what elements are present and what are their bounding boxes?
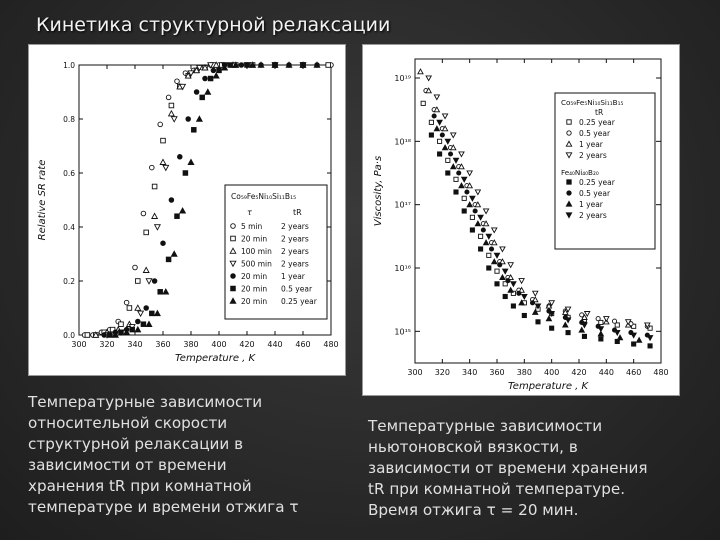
data-point: [565, 318, 570, 323]
x-axis-label: Temperature , K: [174, 353, 256, 364]
x-axis-label: Temperature , K: [507, 381, 589, 392]
chart-panel-relative-sr-rate: [28, 44, 346, 376]
data-point: [175, 214, 180, 219]
y-tick-label: 10¹⁶: [394, 264, 411, 273]
data-point: [150, 165, 155, 170]
data-point: [245, 63, 250, 68]
legend-tau: 20 min: [241, 284, 268, 294]
data-point: [102, 333, 107, 338]
data-point: [213, 73, 219, 78]
left-caption: [28, 392, 348, 518]
legend-header: tR: [595, 108, 604, 117]
data-point: [465, 190, 469, 194]
data-point: [631, 333, 636, 338]
data-point: [492, 259, 497, 264]
left-caption-line: структурной релаксации в: [28, 435, 244, 453]
data-point: [135, 305, 141, 310]
data-point: [453, 158, 458, 163]
x-tick-label: 360: [155, 340, 171, 349]
data-point: [231, 274, 236, 279]
data-point: [180, 208, 186, 213]
data-point: [136, 319, 141, 324]
data-point: [192, 128, 197, 133]
data-point: [127, 306, 132, 311]
data-point: [487, 266, 491, 270]
data-point: [150, 311, 155, 316]
x-tick-label: 380: [516, 368, 532, 377]
y-tick-label: 0.0: [63, 331, 75, 340]
data-point: [259, 63, 264, 68]
data-point: [287, 63, 292, 68]
data-point: [495, 269, 499, 273]
data-point: [596, 317, 600, 321]
data-point: [498, 263, 502, 267]
data-point: [144, 306, 149, 311]
data-point: [459, 183, 464, 188]
data-point: [166, 95, 171, 100]
data-point: [446, 158, 450, 162]
data-point: [508, 288, 513, 293]
legend-tau: 20 min: [241, 272, 268, 281]
data-point: [470, 196, 475, 201]
data-point: [470, 215, 474, 219]
data-point: [599, 337, 603, 341]
data-point: [152, 184, 157, 189]
x-tick-label: 480: [323, 340, 339, 349]
data-point: [426, 76, 431, 81]
data-point: [647, 336, 652, 341]
right-caption: [368, 416, 708, 521]
data-point: [467, 202, 472, 207]
data-point: [205, 89, 211, 94]
data-point: [454, 177, 458, 181]
legend-label: 1 year: [579, 140, 603, 149]
legend-tr: 2 years: [281, 222, 309, 231]
data-point: [508, 263, 513, 268]
data-point: [567, 131, 571, 135]
legend-tau: 20 min: [241, 234, 268, 244]
data-point: [451, 164, 456, 169]
data-point: [152, 213, 158, 218]
data-point: [462, 177, 467, 182]
data-point: [617, 335, 622, 340]
data-point: [519, 279, 524, 284]
x-tick-label: 440: [598, 368, 614, 377]
data-point: [169, 198, 174, 203]
data-point: [533, 291, 538, 296]
data-point: [217, 68, 222, 73]
data-point: [442, 114, 447, 119]
legend-label: 2 years: [579, 151, 607, 160]
x-tick-label: 400: [211, 340, 227, 349]
data-point: [446, 171, 450, 175]
data-point: [194, 90, 199, 95]
y-tick-label: 0.6: [63, 169, 75, 178]
data-point: [503, 294, 507, 298]
data-point: [483, 240, 488, 245]
data-point: [429, 120, 433, 124]
data-point: [604, 317, 609, 322]
data-point: [143, 267, 149, 272]
legend-tr: 0.5 year: [281, 284, 313, 294]
legend-label: 0.25 year: [579, 118, 615, 127]
data-point: [158, 122, 163, 127]
slide-title: Кинетика структурной релаксации: [36, 14, 391, 36]
data-point: [326, 63, 331, 68]
y-tick-label: 0.4: [63, 223, 75, 232]
data-point: [160, 159, 166, 164]
data-point: [475, 221, 480, 226]
data-point: [438, 152, 442, 156]
data-point: [475, 190, 480, 195]
x-tick-label: 300: [71, 340, 87, 349]
data-point: [451, 133, 456, 138]
data-point: [440, 133, 444, 137]
legend-tau: 100 min: [241, 247, 272, 256]
chart-relative-sr-rate: [29, 45, 345, 375]
legend-tr: 1 year: [281, 272, 305, 281]
y-axis-label: Viscosity, Pa·s: [373, 155, 384, 227]
legend-tr: 2 years: [281, 247, 309, 256]
data-point: [615, 323, 619, 327]
legend-tau: 20 min: [241, 297, 268, 306]
data-point: [579, 327, 584, 332]
data-point: [462, 209, 466, 213]
data-point: [124, 300, 129, 305]
data-point: [231, 224, 236, 229]
legend-label: 1 year: [579, 200, 603, 209]
left-caption-line: зависимости от времени: [28, 456, 227, 474]
x-tick-label: 400: [544, 368, 560, 377]
data-point: [599, 320, 603, 324]
data-point: [462, 196, 466, 200]
data-point: [567, 180, 571, 184]
y-tick-label: 10¹⁷: [394, 200, 411, 210]
data-point: [479, 234, 483, 238]
x-tick-label: 340: [462, 368, 478, 377]
x-tick-label: 300: [407, 368, 423, 377]
data-point: [438, 139, 442, 143]
data-point: [494, 253, 499, 258]
data-point: [175, 79, 180, 84]
data-point: [459, 152, 464, 157]
y-tick-label: 0.2: [63, 277, 75, 286]
data-point: [135, 327, 141, 332]
data-point: [155, 225, 161, 230]
left-caption-line: Температурные зависимости: [28, 393, 263, 411]
data-point: [144, 230, 149, 235]
data-point: [489, 247, 493, 251]
data-point: [567, 120, 571, 124]
data-point: [637, 338, 642, 343]
data-point: [146, 279, 152, 284]
chart-viscosity: [363, 45, 679, 395]
data-point: [585, 312, 590, 317]
data-point: [108, 333, 113, 338]
data-point: [228, 63, 233, 68]
data-point: [166, 257, 171, 262]
data-point: [161, 138, 166, 143]
data-point: [163, 289, 169, 294]
data-point: [231, 236, 236, 241]
data-point: [457, 171, 461, 175]
data-point: [503, 269, 508, 274]
data-point: [550, 326, 554, 330]
data-point: [146, 321, 152, 326]
data-point: [136, 279, 141, 284]
data-point: [479, 247, 483, 251]
data-point: [119, 330, 124, 335]
x-tick-label: 460: [295, 340, 311, 349]
data-point: [648, 344, 652, 348]
data-point: [566, 331, 570, 335]
x-tick-label: 480: [653, 368, 669, 377]
data-point: [467, 171, 472, 176]
data-point: [188, 159, 194, 164]
y-axis-label: Relative SR rate: [37, 159, 48, 241]
y-tick-label: 0.8: [63, 115, 75, 124]
data-point: [141, 322, 146, 327]
x-tick-label: 340: [127, 340, 143, 349]
data-point: [239, 63, 244, 68]
legend-alloy: Fe₄₀Ni₄₀B₂₀: [561, 168, 599, 177]
data-point: [315, 63, 320, 68]
legend-tau: 500 min: [241, 259, 272, 269]
data-point: [85, 333, 90, 338]
data-point: [186, 117, 191, 122]
y-tick-label: 10¹⁹: [394, 74, 411, 83]
x-tick-label: 420: [239, 340, 255, 349]
y-tick-label: 10¹⁸: [394, 137, 411, 147]
legend-label: 0.25 year: [579, 178, 615, 187]
data-point: [598, 327, 603, 332]
data-point: [421, 101, 425, 105]
data-point: [522, 294, 527, 299]
data-point: [434, 126, 439, 131]
data-point: [197, 116, 203, 121]
x-tick-label: 420: [571, 368, 587, 377]
data-point: [138, 311, 144, 316]
data-point: [612, 319, 616, 323]
data-point: [171, 117, 177, 122]
data-point: [445, 139, 450, 144]
data-point: [454, 190, 458, 194]
x-tick-label: 380: [183, 340, 199, 349]
data-point: [470, 228, 474, 232]
right-caption-line: Время отжига τ = 20 мин.: [368, 501, 579, 519]
x-tick-label: 440: [267, 340, 283, 349]
data-point: [169, 103, 174, 108]
data-point: [495, 282, 499, 286]
y-tick-label: 10¹⁵: [394, 327, 411, 337]
x-tick-label: 460: [626, 368, 642, 377]
legend-tr: 2 years: [281, 259, 309, 269]
data-point: [632, 342, 636, 346]
data-point: [487, 253, 491, 257]
data-point: [582, 323, 587, 328]
x-tick-label: 360: [489, 368, 505, 377]
data-point: [567, 191, 571, 195]
legend-tr: 0.25 year: [281, 297, 317, 306]
data-point: [500, 247, 505, 252]
data-point: [437, 120, 442, 125]
data-point: [169, 111, 175, 116]
data-point: [492, 228, 497, 233]
right-caption-line: Температурные зависимости: [368, 417, 603, 435]
data-point: [133, 265, 138, 270]
legend-tr: 2 years: [281, 234, 309, 244]
x-tick-label: 320: [434, 368, 450, 377]
data-point: [158, 290, 163, 295]
data-point: [442, 145, 447, 150]
data-point: [178, 155, 183, 160]
data-point: [615, 331, 620, 336]
left-caption-line: температуре и времени отжига τ: [28, 498, 299, 516]
data-point: [448, 152, 452, 156]
left-caption-line: хранения tR при комнатной: [28, 477, 252, 495]
data-point: [506, 279, 510, 283]
data-point: [486, 234, 491, 239]
legend-alloy: Co₅₉Fe₅Ni₁₀Si₁₁B₁₅: [231, 192, 297, 201]
data-point: [522, 313, 526, 317]
data-point: [483, 209, 488, 214]
right-caption-line: ньютоновской вязкости, в: [368, 438, 578, 456]
data-point: [183, 171, 188, 176]
right-caption-line: зависимости от времени хранения: [368, 459, 648, 477]
data-point: [171, 251, 177, 256]
data-point: [429, 133, 433, 137]
legend-header: τ: [247, 208, 252, 217]
data-point: [473, 209, 477, 213]
data-point: [563, 322, 568, 327]
data-point: [152, 279, 157, 284]
data-point: [163, 165, 169, 170]
data-point: [582, 334, 586, 338]
data-point: [208, 76, 213, 81]
data-point: [432, 114, 436, 118]
data-point: [200, 95, 205, 100]
legend-label: 0.5 year: [579, 189, 611, 198]
data-point: [517, 291, 521, 295]
data-point: [141, 211, 146, 216]
right-caption-line: tR при комнатной температуре.: [368, 480, 626, 498]
data-point: [155, 311, 161, 316]
data-point: [231, 286, 236, 291]
data-point: [418, 69, 423, 74]
data-point: [119, 322, 124, 327]
data-point: [546, 316, 551, 321]
legend-alloy: Co₅₉Fe₅Ni₁₀Si₁₁B₁₅: [561, 98, 624, 107]
data-point: [500, 275, 505, 280]
data-point: [530, 301, 534, 305]
legend-label: 2 years: [579, 211, 607, 220]
data-point: [130, 327, 135, 332]
data-point: [434, 95, 439, 100]
data-point: [161, 241, 166, 246]
legend-header: tR: [293, 208, 302, 217]
data-point: [511, 304, 515, 308]
data-point: [203, 76, 208, 81]
legend-label: 0.5 year: [579, 129, 611, 138]
data-point: [536, 320, 540, 324]
data-point: [478, 215, 483, 220]
data-point: [211, 68, 216, 73]
left-caption-line: относительной скорости: [28, 414, 228, 432]
y-tick-label: 1.0: [63, 61, 75, 70]
chart-panel-viscosity: [362, 44, 680, 396]
data-point: [511, 282, 516, 287]
x-tick-label: 320: [99, 340, 115, 349]
legend-tau: 5 min: [241, 222, 263, 231]
data-point: [481, 228, 485, 232]
